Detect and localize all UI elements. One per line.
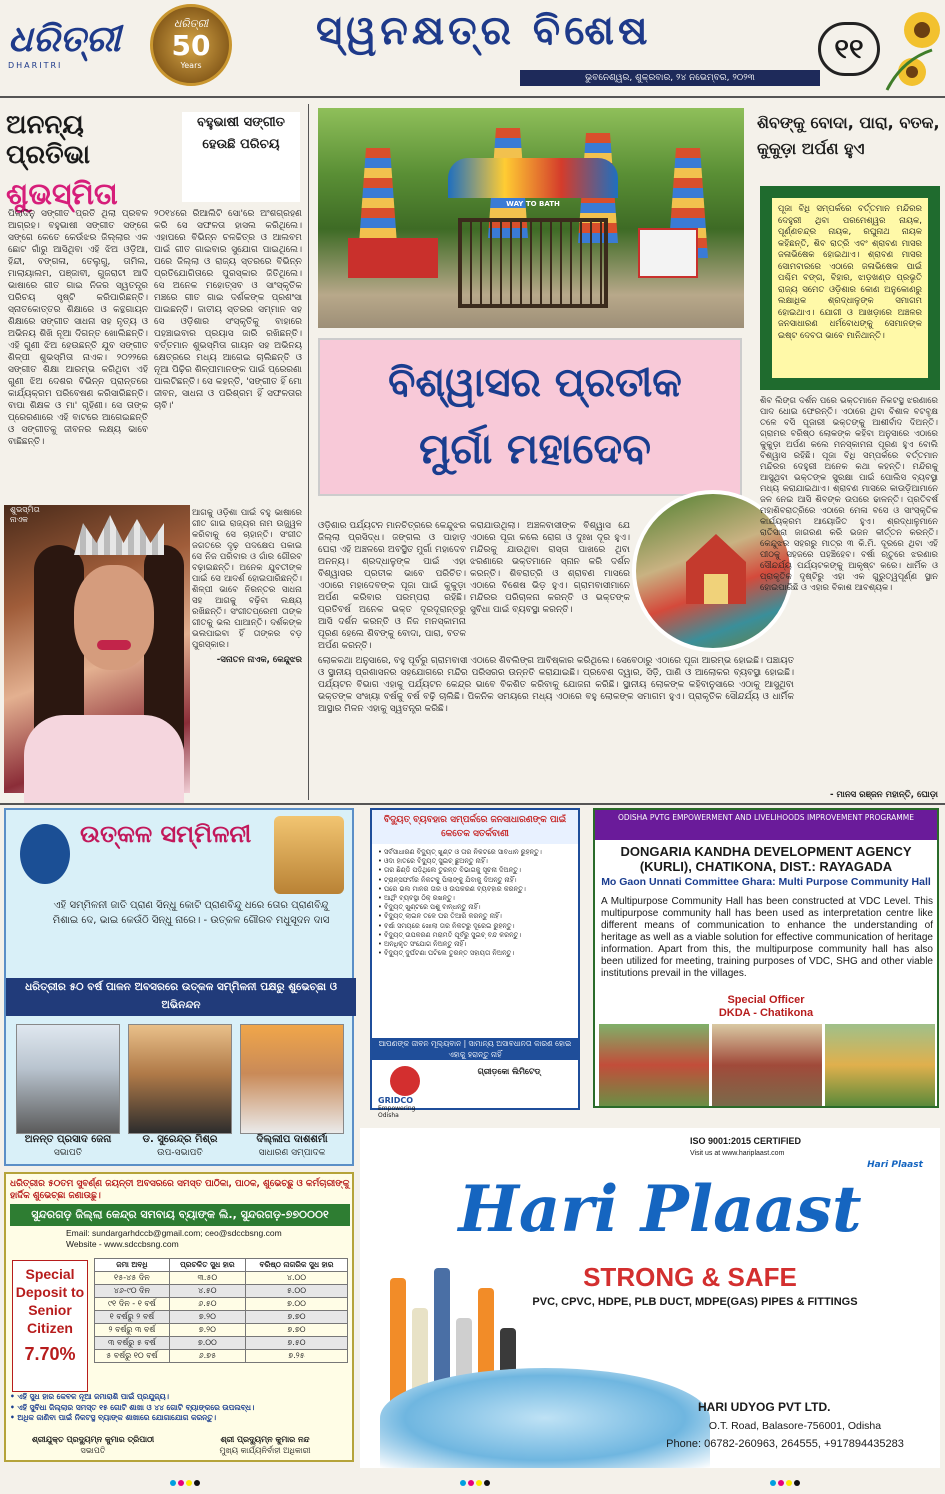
community-hall-photo-1: [599, 1024, 709, 1106]
chakra-logo-icon: [20, 824, 70, 884]
hari-plaast-slogan: STRONG & SAFE: [583, 1262, 797, 1292]
masthead-rule: [0, 96, 945, 98]
masthead: [0, 0, 945, 95]
community-hall-photo-2: [712, 1024, 822, 1106]
registration-dot: [178, 1480, 184, 1486]
dkda-hall-title: Mo Gaon Unnati Committee Ghara: Multi Purpose Community Hall: [601, 876, 931, 888]
logo-subtext: DHARITRI: [8, 61, 63, 70]
singer-portrait-photo: [4, 505, 190, 793]
feature-body-column-1: ପିଲାଦିନୁ ସଙ୍ଗୀତ ପ୍ରତି ଥିଲା ପ୍ରବଳ ଆଗ୍ରହ। ବହୁଭାଷୀ ସଙ୍ଗୀତ ସଙ୍ଗେ ସଙ୍ଗେ କେତେ କେଉଁଝର ଜିଲ୍ଲାର ଏକ ଛୋଟ ଗାଁରୁ ଆସିଥିବା ଏହି ଝିଅ ଓଡ଼ିଆ, ହିନ୍ଦୀ, ବଙ୍ଗଳା, ତେଲୁଗୁ, ତାମିଲ, ମାଲାୟାଲମ, ପଞ୍ଜାବୀ, ଗୁଜରାଟୀ ଆଦି ଭାଷାରେ ଗୀତ ଗାଇ ନିଜର ସ୍ୱତନ୍ତ୍ର ପରିଚୟ ସୃଷ୍ଟି କରିପାରିଛନ୍ତି। ସ୍ନାତକୋତ୍ତର ଶିକ୍ଷାରେ ଓ କନ୍ଥଗାୟନ ଶିକ୍ଷାରେ ସଙ୍ଗୀତ ସାଧନା ସହ ନୃତ୍ୟ ଓ ଅଭିନୟ ଶିଖି ନୂଆ ଦିଗନ୍ତ ଖୋଲିଛନ୍ତି। ଏହି ଗୁଣୀ ଝିଅ ହେଉଛନ୍ତି ଯୁବ ସଙ୍ଗୀତ ଶିଳ୍ପୀ ଶୁଭସ୍ମିତା ନାଏକ। ୨୦୨୨ରେ ସଙ୍ଗୀତ ଶିକ୍ଷା ଆରମ୍ଭ କରିଥିବା ଏହି ଗୁଣୀ ଝିଅ ଦେଶର ବିଭିନ୍ନ ପ୍ରାନ୍ତରେ କାର୍ଯ୍ୟକ୍ରମ ପରିବେଷଣ କରିସାରିଛନ୍ତି। ବାପା ଶିକ୍ଷକ ଓ ମା' ଗୃହିଣୀ। ସେ ତାଙ୍କ ପ୍ରେରଣାରେ ଏହି ବାଟରେ ଆଗେଇଛନ୍ତି ଓ ସଙ୍ଗୀତକୁ ଜୀବନର ଲକ୍ଷ୍ୟ ଭାବେ ବାଛିଛନ୍ତି।: [8, 209, 148, 447]
portrait-dress-shape: [24, 715, 184, 805]
feature-body-text: ଆଗକୁ ଓଡ଼ିଶା ପାଇଁ ବହୁ ଭାଷାରେ ଗୀତ ଗାଇ ରାଜ୍ୟର ନାମ ଉଜ୍ଜ୍ୱଳ କରିବାକୁ ସେ ଚାହାନ୍ତି। ସଂଗୀତ ଜଗତରେ ଦୃଢ଼ ପଦକ୍ଷେପ ପକାଇ ସେ ନିଜ ପରିବାର ଓ ଗାଁର ଗୌରବ ବଢ଼ାଇଛନ୍ତି। ଅନେକ ଯୁବତୀଙ୍କ ପାଇଁ ସେ ଆଦର୍ଶ ହୋଇପାରିଛନ୍ତି। ଶିଳ୍ପୀ ଭାବେ ନିରନ୍ତର ସାଧନା ସହ ଆଗକୁ ବଢ଼ିବା ଲକ୍ଷ୍ୟ ରଖିଛନ୍ତି। ସଂଗୀତପ୍ରେମୀ ତାଙ୍କ ଗୀତକୁ ଭଲ ପାଆନ୍ତି। ଦର୍ଶକଙ୍କ ଭଲପାଇବା ହିଁ ତାଙ୍କର ବଡ଼ ପୁରସ୍କାର।: [192, 508, 302, 650]
registration-dot: [476, 1480, 482, 1486]
madhusudan-portrait: [274, 816, 344, 894]
registration-dot: [770, 1480, 776, 1486]
registration-dot: [170, 1480, 176, 1486]
office-bearer-photo-1: [16, 1024, 120, 1134]
table-cell: ୩ ବର୍ଷରୁ ୫ ବର୍ଷ: [95, 1337, 170, 1350]
registration-dot: [794, 1480, 800, 1486]
ads-rule: [0, 803, 945, 805]
temple-gate-photo: [318, 108, 744, 328]
table-cell: ୭.୨୫: [245, 1350, 347, 1363]
hari-plaast-mini-logo: Hari Plaast: [867, 1160, 923, 1170]
temple-title-line2: ମୁର୍ଗା ମହାଦେବ: [419, 424, 651, 473]
badge-sub: Years: [180, 61, 202, 70]
feature-body-column-3: [192, 508, 302, 788]
sidebar-box: [760, 186, 940, 390]
bank-notes: • ଏହି ସୁଧ ହାର କେବଳ ନୂଆ ଜମାରାଶି ପାଇଁ ପ୍ରଯୁଜ୍ୟ। • ଏହି ସୁବିଧା ଜିଲ୍ଲାର ସମସ୍ତ ୧୫ ଗୋଟି ଶାଖା ଓ ୪୪ ଗୋଟି ବ୍ୟାଙ୍କରେ ଉପଲବ୍ଧ। • ଅଧିକ ଜାଣିବା ପାଇଁ ନିକଟସ୍ଥ ବ୍ୟାଙ୍କ ଶାଖାରେ ଯୋଗାଯୋଗ କରନ୍ତୁ।: [10, 1392, 255, 1422]
table-row: [95, 1285, 348, 1298]
table-header: ପ୍ରଚଳିତ ସୁଧ ହାର: [169, 1259, 245, 1272]
table-cell: ୪.୦୦: [245, 1272, 347, 1285]
bank-signatory-1: [8, 1434, 178, 1456]
temple-title-box: [318, 338, 742, 496]
table-cell: ୧ ବର୍ଷରୁ ୨ ବର୍ଷ: [95, 1311, 170, 1324]
registration-dot: [786, 1480, 792, 1486]
table-row: [95, 1350, 348, 1363]
gridco-tagline: ଗ୍ରୀଡ଼କୋ ଲିମିଟେଡ୍: [477, 1067, 541, 1076]
section-title: ସ୍ୱନକ୍ଷତ୍ର ବିଶେଷ: [316, 8, 652, 54]
dkda-officer-title: Special Officer: [727, 994, 805, 1006]
registration-dot: [778, 1480, 784, 1486]
feature-byline: -ସନାତନ ନାଏକ, କେନ୍ଦୁଝର: [216, 655, 302, 665]
utkal-ad-band: ଧରିତ୍ରୀର ୫୦ ବର୍ଷ ପାଳନ ଅବସରରେ ଉତ୍କଳ ସମ୍ମିଳନୀ ପକ୍ଷରୁ ଶୁଭେଚ୍ଛା ଓ ଅଭିନନ୍ଦନ: [6, 978, 356, 1016]
table-header: ଜମା ଅବଧି: [95, 1259, 170, 1272]
crown-icon: [74, 515, 164, 555]
gridco-safety-list: • ସର୍ବସାଧାରଣ ବିଦ୍ୟୁତ୍ ଖୁଣ୍ଟ ଓ ତାର ନିକଟରେ ସାବଧାନ ରୁହନ୍ତୁ। • ଓଦା ହାତରେ ବିଦ୍ୟୁତ୍ ସୁଇଚ୍ ଛୁଅନ୍ତୁ ନାହିଁ। • ତାର ଛିଣ୍ଡି ପଡ଼ିଥିଲେ ତୁରନ୍ତ ବିଭାଗକୁ ସୂଚନା ଦିଅନ୍ତୁ। • ଟ୍ରାନ୍ସଫର୍ମର ନିକଟକୁ ପିଲାଙ୍କୁ ଯିବାକୁ ଦିଅନ୍ତୁ ନାହିଁ। • ଘରେ ଭଲ ମାନର ତାର ଓ ଉପକରଣ ବ୍ୟବହାର କରନ୍ତୁ। • ଆର୍ଥିଂ ବ୍ୟବସ୍ଥା ଠିକ୍ ରଖନ୍ତୁ। • ବିଦ୍ୟୁତ୍ ଖୁଣ୍ଟରେ ପଶୁ ବାନ୍ଧନ୍ତୁ ନାହିଁ। • ବିଦ୍ୟୁତ୍ ଲାଇନ ତଳେ ଘର ତିଆରି କରନ୍ତୁ ନାହିଁ। • ବର୍ଷା ସମୟରେ ଖୋଲା ତାର ନିକଟରୁ ଦୂରେଇ ରୁହନ୍ତୁ। • ବିଦ୍ୟୁତ୍ ଉପକରଣ ମରାମତି ପୂର୍ବରୁ ସୁଇଚ୍ ବନ୍ଦ କରନ୍ତୁ। • ଅନଧିକୃତ ସଂଯୋଗ ନିଅନ୍ତୁ ନାହିଁ। • ବିଦ୍ୟୁତ୍ ଦୁର୍ଘଟଣା ଘଟିଲେ ତୁରନ୍ତ ସହାୟତା ନିଅନ୍ତୁ।: [378, 848, 542, 958]
iso-certification: ISO 9001:2015 CERTIFIED: [690, 1136, 802, 1146]
office-bearer-name-1: ଅନନ୍ତ ପ୍ରସାଦ ଜେନା: [24, 1134, 112, 1145]
table-header: ବରିଷ୍ଠ ନାଗରିକ ସୁଧ ହାର: [245, 1259, 347, 1272]
table-cell: ୪.୫୦: [169, 1285, 245, 1298]
feature-headline-line1: ଅନନ୍ୟ ପ୍ରତିଭା: [6, 110, 91, 170]
signatory-name: ଶ୍ରୀଯୁକ୍ତ ପ୍ରଦ୍ୟୁମ୍ନ କୁମାର ତ୍ରିପାଠୀ: [31, 1435, 155, 1444]
bank-name: ସୁନ୍ଦରଗଡ଼ ଜିଲ୍ଲା କେନ୍ଦ୍ର ସମବାୟ ବ୍ୟାଙ୍କ ଲି., ସୁନ୍ଦରଗଡ଼-୭୭୦୦୦୧: [10, 1204, 350, 1226]
temple-body-bottom: ଲୋକକଥା ଅନୁସାରେ, ବହୁ ପୂର୍ବରୁ ଗ୍ରାମବାସୀ ଏଠାରେ ଶିବଲିଙ୍ଗ ଆବିଷ୍କାର କରିଥିଲେ। ସେବେଠାରୁ ଏଠାରେ ପୂଜା ଆରମ୍ଭ ହୋଇଛି। ପଞ୍ଚାୟତ ଓ ସ୍ଥାନୀୟ ପ୍ରଶାସନର ସହଯୋଗରେ ମନ୍ଦିର ପରିସରର ଉନ୍ନତି କରାଯାଇଛି। ପ୍ରବେଶ ଦ୍ୱାର, ସିଡ଼ି, ପାଣି ଓ ଆଲୋକର ବ୍ୟବସ୍ଥା ହୋଇଛି। ପର୍ଯ୍ୟଟନ ବିଭାଗ ଏହାକୁ ପର୍ଯ୍ୟଟନ କେନ୍ଦ୍ର ଭାବେ ବିକଶିତ କରିବାକୁ ଯୋଜନା କରିଛି। ସ୍ଥାନୀୟ ଲୋକଙ୍କ କହିବାନୁସାରେ ଏଠାକୁ ଆସୁଥିବା ଭକ୍ତଙ୍କ ସଂଖ୍ୟା ବର୍ଷକୁ ବର୍ଷ ବଢ଼ି ଚାଲିଛି। ପିକନିକ ସମୟରେ ମଧ୍ୟ ଏଠାରେ ବହୁ ଲୋକଙ୍କ ସମାଗମ ହୁଏ। ପ୍ରାକୃତିକ ସୌନ୍ଦର୍ଯ୍ୟ ଓ ଧାର୍ମିକ ଆସ୍ଥାର ମିଳନ ଏହାକୁ ସ୍ୱତନ୍ତ୍ର କରିଛି।: [318, 656, 794, 714]
notice-board-left: [348, 238, 438, 278]
bank-website: Website - www.sdccbsng.com: [66, 1239, 179, 1249]
table-cell: ୯୧ ଦିନ - ୧ ବର୍ଷ: [95, 1298, 170, 1311]
registration-dot: [186, 1480, 192, 1486]
table-row: [95, 1337, 348, 1350]
gridco-brand-name: GRIDCO: [378, 1096, 414, 1105]
hari-phone: Phone: 06782-260963, 264555, +917894435283: [666, 1438, 904, 1450]
temple-gate: [458, 218, 608, 308]
table-cell: ୭.୨୦: [169, 1311, 245, 1324]
table-cell: ୪୬-୯୦ ଦିନ: [95, 1285, 170, 1298]
page-number: ୧୧: [818, 22, 880, 76]
gridco-safety-ad: [370, 808, 580, 1119]
signatory-name: ଶ୍ରୀ ପ୍ରଦ୍ୟୁମ୍ନ କୁମାର ନନ୍ଦ: [220, 1435, 310, 1444]
office-bearer-role-2: ଉପ-ସଭାପତି: [157, 1148, 203, 1158]
interest-rate-table: [94, 1258, 348, 1363]
table-cell: ୭.୦୦: [245, 1298, 347, 1311]
water-splash-graphic: [380, 1368, 710, 1468]
gridco-ad-heading: ବିଦ୍ୟୁତ୍ ବ୍ୟବହାର ସମ୍ପର୍କରେ ଜନସାଧାରଣଙ୍କ ପାଇଁ କେତେକ ସତର୍କବାଣୀ: [372, 810, 578, 844]
hari-address: O.T. Road, Balasore-756001, Odisha: [708, 1420, 882, 1432]
bank-signatory-2: [180, 1434, 350, 1456]
gridco-brand-tag: Empowering Odisha: [378, 1105, 416, 1119]
feature-deck: ବହୁଭାଷୀ ସଙ୍ଗୀତ ହେଉଛି ପରିଚୟ: [182, 112, 300, 202]
dkda-ad: [593, 808, 939, 1108]
registration-dot: [484, 1480, 490, 1486]
temple-arch: [448, 158, 618, 198]
temple-body-column-2: କରାଯାଉଥିଲା। ଅଞ୍ଚଳବାସୀଙ୍କ ବିଶ୍ୱାସ ଯେ ଏଠାରେ ପୂଜା କଲେ ରୋଗ ଓ ଦୁଃଖ ଦୂର ହୁଏ। ମନ୍ଦିରକୁ ଯାଉଥିବା ରାସ୍ତା ପାଖରେ ଥିବା ଝରଣାରେ ଭକ୍ତମାନେ ସ୍ନାନ କରି ଦର୍ଶନ କରନ୍ତି। ଶିବରାତ୍ରି ଓ ଶ୍ରାବଣ ମାସରେ ଏଠାରେ ବିଶେଷ ଭିଡ଼ ହୁଏ। ଗ୍ରାମବାସୀମାନେ ମନ୍ଦିରର ପରିଚାଳନା କରନ୍ତି ଓ ଭକ୍ତଙ୍କ ସୁବିଧା ପାଇଁ ବ୍ୟବସ୍ଥା କରନ୍ତି।: [470, 521, 630, 615]
shrine-door-shape: [704, 574, 728, 604]
feature-headline: [6, 110, 176, 212]
hari-plaast-ad: [360, 1128, 940, 1468]
dkda-ad-band: ODISHA PVTG EMPOWERMENT AND LIVELIHOODS IMPROVEMENT PROGRAMME: [595, 810, 937, 840]
table-cell: ୭.୨୦: [169, 1324, 245, 1337]
iso-website: Visit us at www.hariplaast.com: [690, 1150, 785, 1157]
table-cell: ୫.୦୦: [245, 1285, 347, 1298]
sunflower-decoration-icon: [882, 0, 945, 95]
table-cell: ୩.୫୦: [169, 1272, 245, 1285]
table-row: [95, 1298, 348, 1311]
registration-dot: [460, 1480, 466, 1486]
badge-top: ଧରିତ୍ରୀ: [173, 17, 209, 30]
table-cell: ୬.୭୫: [169, 1350, 245, 1363]
signatory-role: ସଭାପତି: [80, 1446, 106, 1455]
temple-title-line1: ବିଶ୍ୱାସର ପ୍ରତୀକ: [388, 360, 682, 406]
office-bearer-photo-3: [240, 1024, 344, 1134]
bank-email: Email: sundargarhdccb@gmail.com; ceo@sdccbsng.com: [66, 1228, 282, 1238]
feature-headline-line2: ଶୁଭସ୍ମିତା: [6, 177, 118, 212]
bank-contact: [66, 1228, 346, 1250]
table-row: [95, 1311, 348, 1324]
badge-number: 50: [171, 29, 211, 62]
hari-company-name: HARI UDYOG PVT LTD.: [698, 1400, 831, 1414]
table-cell: ୧୫-୪୫ ଦିନ: [95, 1272, 170, 1285]
temple-body-right: ଶିବ ଲିଙ୍ଗ ଦର୍ଶନ ପରେ ଭକ୍ତମାନେ ନିକଟସ୍ଥ ଝରଣାରେ ପାଦ ଧୋଇ ଫେରନ୍ତି। ଏଠାରେ ଥିବା ବିଶାଳ ବଟବୃକ୍ଷ ତଳେ ବସି ପୂଜାରୀ ଭକ୍ତଙ୍କୁ ଆଶୀର୍ବାଦ ଦିଅନ୍ତି। ଗ୍ରାମର ବରିଷ୍ଠ ଲୋକଙ୍କ କହିବା ଅନୁସାରେ ଏଠାରେ କୁକୁଡ଼ା ଅର୍ପଣ କଲେ ମନସ୍କାମନା ପୂରଣ ହୁଏ ବୋଲି ବିଶ୍ୱାସ ରହିଛି। ପୂଜା ବିଧି ସମ୍ପର୍କରେ ବର୍ତ୍ତମାନ ମନ୍ଦିରର ଦେହୁରୀ ଅନେକ କଥା କହନ୍ତି। ମନ୍ଦିରକୁ ଆସୁଥିବା ଭକ୍ତଙ୍କ ସୁରକ୍ଷା ପାଇଁ ପୋଲିସ ବ୍ୟବସ୍ଥା ମଧ୍ୟ କରାଯାଇଥାଏ। ଶ୍ରାବଣ ମାସରେ କାଉଡ଼ିଆମାନେ ଜଳ ନେଇ ଆସି ଶିବଙ୍କ ଉପରେ ଢାଳନ୍ତି। ପ୍ରତିବର୍ଷ ମହାଶିବରାତ୍ରିରେ ଏଠାରେ ମେଳା ବସେ ଓ ସାଂସ୍କୃତିକ କାର୍ଯ୍ୟକ୍ରମ ଆୟୋଜିତ ହୁଏ। ଶ୍ରଦ୍ଧାଳୁମାନେ ରାତିସାରା ଜାଗରଣ କରି ଭଜନ କୀର୍ତ୍ତନ କରନ୍ତି। କେନ୍ଦୁଝର ସହରରୁ ମାତ୍ର ୩ କି.ମି. ଦୂରରେ ଥିବା ଏହି ପୀଠକୁ ସହଜରେ ପହଞ୍ଚିହେବ। ବର୍ଷା ଋତୁରେ ଝରଣାର ସୌନ୍ଦର୍ଯ୍ୟ ପର୍ଯ୍ୟଟକଙ୍କୁ ଆକୃଷ୍ଟ କରେ। ଧାର୍ମିକ ଓ ପ୍ରାକୃତିକ ଦୃଷ୍ଟିରୁ ଏହା ଏକ ଗୁରୁତ୍ୱପୂର୍ଣ୍ଣ ସ୍ଥାନ ହୋଇପାରିଛି ଓ ଏହାର ବିକାଶ ଆବଶ୍ୟକ।: [760, 396, 938, 593]
temple-byline: - ମାନସ ରଞ୍ଜନ ମହାନ୍ତି, ଘୋଡ଼ା: [830, 790, 938, 800]
bank-greeting: ଧରିତ୍ରୀର ୫୦ତମ ସୁବର୍ଣ୍ଣ ଜୟନ୍ତୀ ଅବସରରେ ସମସ୍ତ ପାଠିକା, ପାଠକ, ଶୁଭେଚ୍ଛୁ ଓ କର୍ମଚାରୀଙ୍କୁ ହାର୍ଦ୍ଦିକ ଶୁଭେଚ୍ଛା ଜଣାଉଛୁ।: [10, 1179, 350, 1201]
notice-board-right: [638, 228, 698, 278]
dkda-agency-name: DONGARIA KANDHA DEVELOPMENT AGENCY (KURLI), CHATIKONA, DIST.: RAYAGADA: [620, 844, 912, 874]
dateline: ଭୁବନେଶ୍ୱର, ଶୁକ୍ରବାର, ୨୪ ନଭେମ୍ବର, ୨୦୨୩: [520, 70, 820, 86]
senior-citizen-offer: [12, 1260, 88, 1392]
table-cell: ୭.୫୦: [245, 1337, 347, 1350]
community-hall-photo-3: [825, 1024, 935, 1106]
feature-body-column-2: ୨୦୧୪ରେ ରିଆଲିଟି ସୋ'ରେ ଅଂଶଗ୍ରହଣ କରି ସେ ସଫଳତା ହାସଲ କରିଥିଲେ। ଏହାପରେ ବିଭିନ୍ନ ଚଳଚ୍ଚିତ୍ର ଓ ଆଲବମ ପାଇଁ ଗୀତ ଗାଇବାର ସୁଯୋଗ ପାଇଥିଲେ। ପରେ ଜିଲ୍ଲା ଓ ରାଜ୍ୟ ସ୍ତରରେ ବିଭିନ୍ନ ପ୍ରତିଯୋଗିତାରେ ପୁରସ୍କାର ଜିତିଥିଲେ। ସେ ଅନେକ ମହୋତ୍ସବ ଓ ସାଂସ୍କୃତିକ ମଞ୍ଚରେ ଗୀତ ଗାଇ ଦର୍ଶକଙ୍କ ପ୍ରଶଂସା ପାଇଛନ୍ତି। ଜାତୀୟ ସ୍ତରର ସମ୍ମାନ ସହ ସେ ଓଡ଼ିଶାର ସଂସ୍କୃତିକୁ ବାହାରେ ପହଞ୍ଚାଇବାର ପ୍ରୟାସ ଜାରି ରଖିଛନ୍ତି। ବର୍ତ୍ତମାନ ଶୁଭସ୍ମିତା ଗାୟନ ସହ ଅଭିନୟ କ୍ଷେତ୍ରରେ ମଧ୍ୟ ଆଗେଇ ଚାଲିଛନ୍ତି ଓ ନୂଆ ପିଢ଼ିର ଶିଳ୍ପୀମାନଙ୍କ ପାଇଁ ପ୍ରେରଣା ପାଲଟିଛନ୍ତି। ସେ କହନ୍ତି, 'ସଙ୍ଗୀତ ହିଁ ମୋ ଜୀବନ, ସାଧନା ଓ ପରିଶ୍ରମ ହିଁ ସଫଳତାର ଚାବି।': [154, 209, 302, 411]
photo-caption: ଶୁଭସ୍ମିତା ନାଏକ: [10, 505, 40, 524]
gridco-logo-icon: [390, 1066, 420, 1096]
signatory-role: ମୁଖ୍ୟ କାର୍ଯ୍ୟନିର୍ବାହୀ ଅଧିକାରୀ: [219, 1446, 311, 1455]
anniversary-badge: [150, 4, 232, 86]
table-cell: ୨ ବର୍ଷରୁ ୩ ବର୍ଷ: [95, 1324, 170, 1337]
table-row: [95, 1324, 348, 1337]
print-registration-bar: [0, 1472, 945, 1494]
hari-plaast-brand: Hari Plaast: [458, 1172, 862, 1247]
dkda-officer: [595, 994, 937, 1020]
gridco-ad-footer: ଆପଣଙ୍କ ଜୀବନ ମୂଲ୍ୟବାନ | ସାମାନ୍ୟ ଅସାବଧାନତା କାରଣ ହୋଇ ଏହାକୁ ହରାନ୍ତୁ ନାହିଁ: [372, 1038, 578, 1060]
temple-body-column-1: ଓଡ଼ିଶାର ପର୍ଯ୍ୟଟନ ମାନଚିତ୍ରରେ କେନ୍ଦୁଝର ଜିଲ୍ଲା ପ୍ରସିଦ୍ଧ। ଜଙ୍ଗଲ ଓ ପାହାଡ଼ ଘେରା ଏହି ଅଞ୍ଚଳରେ ଅବସ୍ଥିତ ମୁର୍ଗା ମହାଦେବ ଅନନ୍ୟ। ଶ୍ରଦ୍ଧାଳୁଙ୍କ ପାଇଁ ଏହା ବିଶ୍ୱାସର ପ୍ରତୀକ ଭାବେ ପରିଚିତ। ଏଠାରେ ମହାଦେବଙ୍କ ପୂଜା ପାଇଁ କୁକୁଡ଼ା ଅର୍ପଣ କରିବାର ପରମ୍ପରା ରହିଛି। ପ୍ରତିବର୍ଷ ଅନେକ ଭକ୍ତ ଦୂରଦୂରାନ୍ତରୁ ଆସି ଦର୍ଶନ କରନ୍ତି ଓ ନିଜ ମନସ୍କାମନା ପୂରଣ ହେଲେ ଶିବଙ୍କୁ ବୋଦା, ପାରା, ବତକ ଅର୍ପଣ କରନ୍ତି।: [318, 521, 466, 651]
registration-dot: [468, 1480, 474, 1486]
senior-offer-label: Special Deposit to Senior Citizen: [15, 1266, 85, 1336]
registration-dot: [194, 1480, 200, 1486]
logo-text: ଧରିତ୍ରୀ: [8, 18, 121, 60]
table-cell: ୭.୦୦: [169, 1337, 245, 1350]
table-cell: ୭.୭୦: [245, 1324, 347, 1337]
office-bearer-role-3: ସାଧାରଣ ସମ୍ପାଦକ: [258, 1148, 326, 1158]
newspaper-logo: [8, 18, 138, 78]
table-cell: ୬.୫୦: [169, 1298, 245, 1311]
sidebar-text: ପୂଜା ବିଧି ସମ୍ପର୍କରେ ବର୍ତ୍ତମାନ ମନ୍ଦିରର ଦେହୁରୀ ଥିବା ପରମେଶ୍ୱର ନାୟକ, ପୂର୍ଣ୍ଣଚନ୍ଦ୍ର ନାୟକ, ରଘୁନାଥ ନାୟକ କହିଛନ୍ତି, ଶିବ ରାତ୍ରି ଏବଂ ଶ୍ରାବଣ ମାସର ଜଳାଭିଷେକ ହୋଇଥାଏ। ଶ୍ରାବଣ ମାସର ସୋମବାରରେ ଏଠାରେ ଜଳାଭିଷେକ ପାଇଁ ପଶ୍ଚିମ ବଙ୍ଗ, ବିହାର, ଝାଡ଼ଖଣ୍ଡ ପ୍ରଭୃତି ରାଜ୍ୟ ସମେତ ଓଡ଼ିଶାର କୋଣ ଅନୁକୋଣରୁ ଲକ୍ଷାଧିକ ଶ୍ରଦ୍ଧାଳୁଙ୍କ ସମାଗମ ହୋଇଥାଏ। ଯୋଗୀ ଓ ଆଖଡ଼ାରେ ଅଞ୍ଚଳର ଜନସାଧାରଣ ଧର୍ମବୋଧଙ୍କୁ ସେମାନଙ୍କ ଇଷ୍ଟ ଦେବତା ଭାବେ ମାନିଥାନ୍ତି।: [772, 198, 928, 378]
sidebar-headline: ଶିବଙ୍କୁ ବୋଦା, ପାରା, ବତକ, କୁକୁଡ଼ା ଅର୍ପଣ ହୁଏ: [757, 113, 940, 158]
cooperative-bank-ad: [4, 1172, 354, 1462]
office-bearer-photo-2: [128, 1024, 232, 1134]
utkal-sammilani-ad: [4, 808, 354, 1166]
office-bearer-name-2: ଡ. ସୁରେନ୍ଦ୍ର ମିଶ୍ର: [142, 1134, 218, 1145]
dkda-officer-unit: DKDA - Chatikona: [718, 1007, 814, 1019]
dkda-description: A Multipurpose Community Hall has been constructed at VDC Level. This multipurpose community hall has been used as interpretation centre like different means of communication to enhance the understanding of heritage as well as a viable solution for effective communication of heritage information. Apart from this, the multipurpose community hall has also been utilized for meeting, training purposes of VDC, SHG and other viable institutions prevail in the villages.: [601, 896, 933, 979]
table-row: [95, 1272, 348, 1285]
senior-offer-rate: 7.70%: [24, 1344, 76, 1364]
office-bearer-name-3: ଦିଲ୍ଲୀପ ଦାଶଶର୍ମା: [256, 1134, 328, 1145]
hari-plaast-products: PVC, CPVC, HDPE, PLB DUCT, MDPE(GAS) PIPES & FITTINGS: [532, 1296, 858, 1308]
gridco-logo: [378, 1066, 438, 1119]
utkal-ad-title: ଉତ୍କଳ ସମ୍ମିଳନୀ: [80, 820, 252, 848]
portrait-face-shape: [74, 565, 154, 670]
gate-sign-label: WAY TO BATH: [506, 200, 560, 208]
column-rule: [308, 104, 309, 800]
utkal-ad-quote: ଏହି ସମ୍ମିଳନୀ ଜାତି ପ୍ରାଣ ସିନ୍ଧୁ କୋଟି ପ୍ରାଣବିନ୍ଦୁ ଧରେ ତୋର ପ୍ରାଣବିନ୍ଦୁ ମିଶାଇ ଦେ, ଭାଇ କେଉଁଠି ସିନ୍ଧୁ ନାରେ। - ଉତ୍କଳ ଗୌରବ ମଧୁସୂଦନ ଦାସ: [52, 900, 330, 926]
table-cell: ୫ ବର୍ଷରୁ ୧୦ ବର୍ଷ: [95, 1350, 170, 1363]
office-bearer-role-1: ସଭାପତି: [53, 1148, 83, 1158]
portrait-lips-shape: [97, 640, 131, 650]
table-cell: ୭.୭୦: [245, 1311, 347, 1324]
